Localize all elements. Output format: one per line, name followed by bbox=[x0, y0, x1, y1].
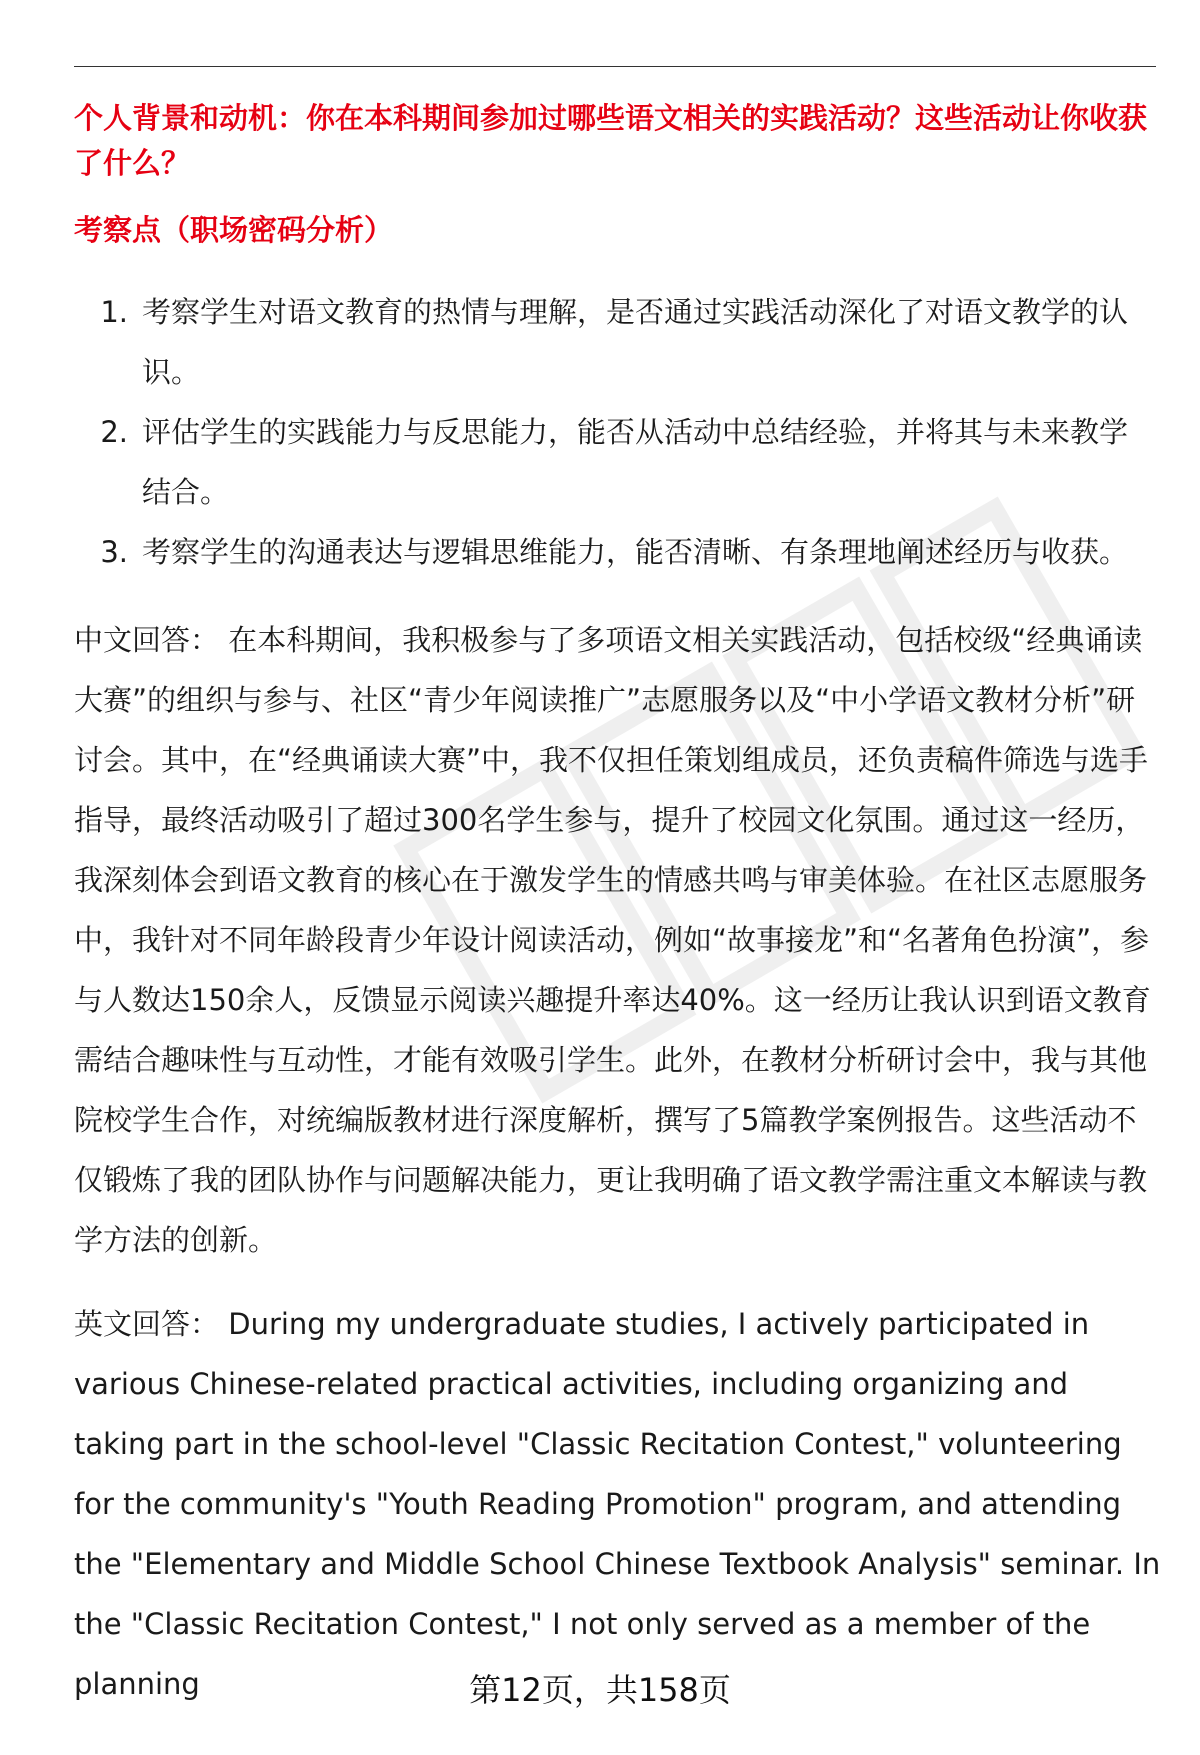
analysis-heading: 考察点（职场密码分析） bbox=[74, 213, 394, 247]
list-item bbox=[74, 522, 1154, 582]
list-item bbox=[74, 282, 1154, 402]
english-answer bbox=[74, 1294, 1164, 1714]
list-item-number: 2. bbox=[100, 415, 128, 449]
english-answer-text: During my undergraduate studies, I actively participated in various Chinese-related practical activities, including organizing and taking part in the school-level "Classic Recitation Contest," volunteering for the community's "Youth Reading Promotion" program, and attending the "Elementary and Middle School Chinese Textbook Analysis" seminar. In the "Classic Recitation Contest," I not only served as a member of the planning bbox=[74, 1307, 1161, 1701]
list-item bbox=[74, 402, 1154, 522]
english-answer-label: 英文回答： bbox=[74, 1307, 220, 1341]
question-heading: 个人背景和动机：你在本科期间参加过哪些语文相关的实践活动？这些活动让你收获了什么？ bbox=[74, 101, 1148, 180]
chinese-answer-label: 中文回答： bbox=[74, 623, 220, 657]
list-item-number: 3. bbox=[100, 535, 128, 569]
list-item-text: 考察学生的沟通表达与逻辑思维能力，能否清晰、有条理地阐述经历与收获。 bbox=[142, 535, 1129, 569]
top-rule bbox=[74, 66, 1156, 67]
analysis-points bbox=[74, 282, 1154, 582]
chinese-answer-text: 在本科期间，我积极参与了多项语文相关实践活动，包括校级“经典诵读大赛”的组织与参与、社区“青少年阅读推广”志愿服务以及“中小学语文教材分析”研讨会。其中，在“经典诵读大赛”中，我不仅担任策划组成员，还负责稿件筛选与选手指导，最终活动吸引了超过300名学生参与，提升了校园文化氛围。通过这一经历，我深刻体会到语文教育的核心在于激发学生的情感共鸣与审美体验。在社区志愿服务中，我针对不同年龄段青少年设计阅读活动，例如“故事接龙”和“名著角色扮演”，参与人数达150余人，反馈显示阅读兴趣提升率达40%。这一经历让我认识到语文教育需结合趣味性与互动性，才能有效吸引学生。此外，在教材分析研讨会中，我与其他院校学生合作，对统编版教材进行深度解析，撰写了5篇教学案例报告。这些活动不仅锻炼了我的团队协作与问题解决能力，更让我明确了语文教学需注重文本解读与教学方法的创新。 bbox=[74, 623, 1151, 1257]
list-item-number: 1. bbox=[100, 295, 128, 329]
page-number: 第12页，共158页 bbox=[469, 1671, 731, 1709]
chinese-answer bbox=[74, 610, 1164, 1270]
list-item-text: 考察学生对语文教育的热情与理解，是否通过实践活动深化了对语文教学的认识。 bbox=[142, 295, 1129, 389]
list-item-text: 评估学生的实践能力与反思能力，能否从活动中总结经验，并将其与未来教学结合。 bbox=[142, 415, 1129, 509]
